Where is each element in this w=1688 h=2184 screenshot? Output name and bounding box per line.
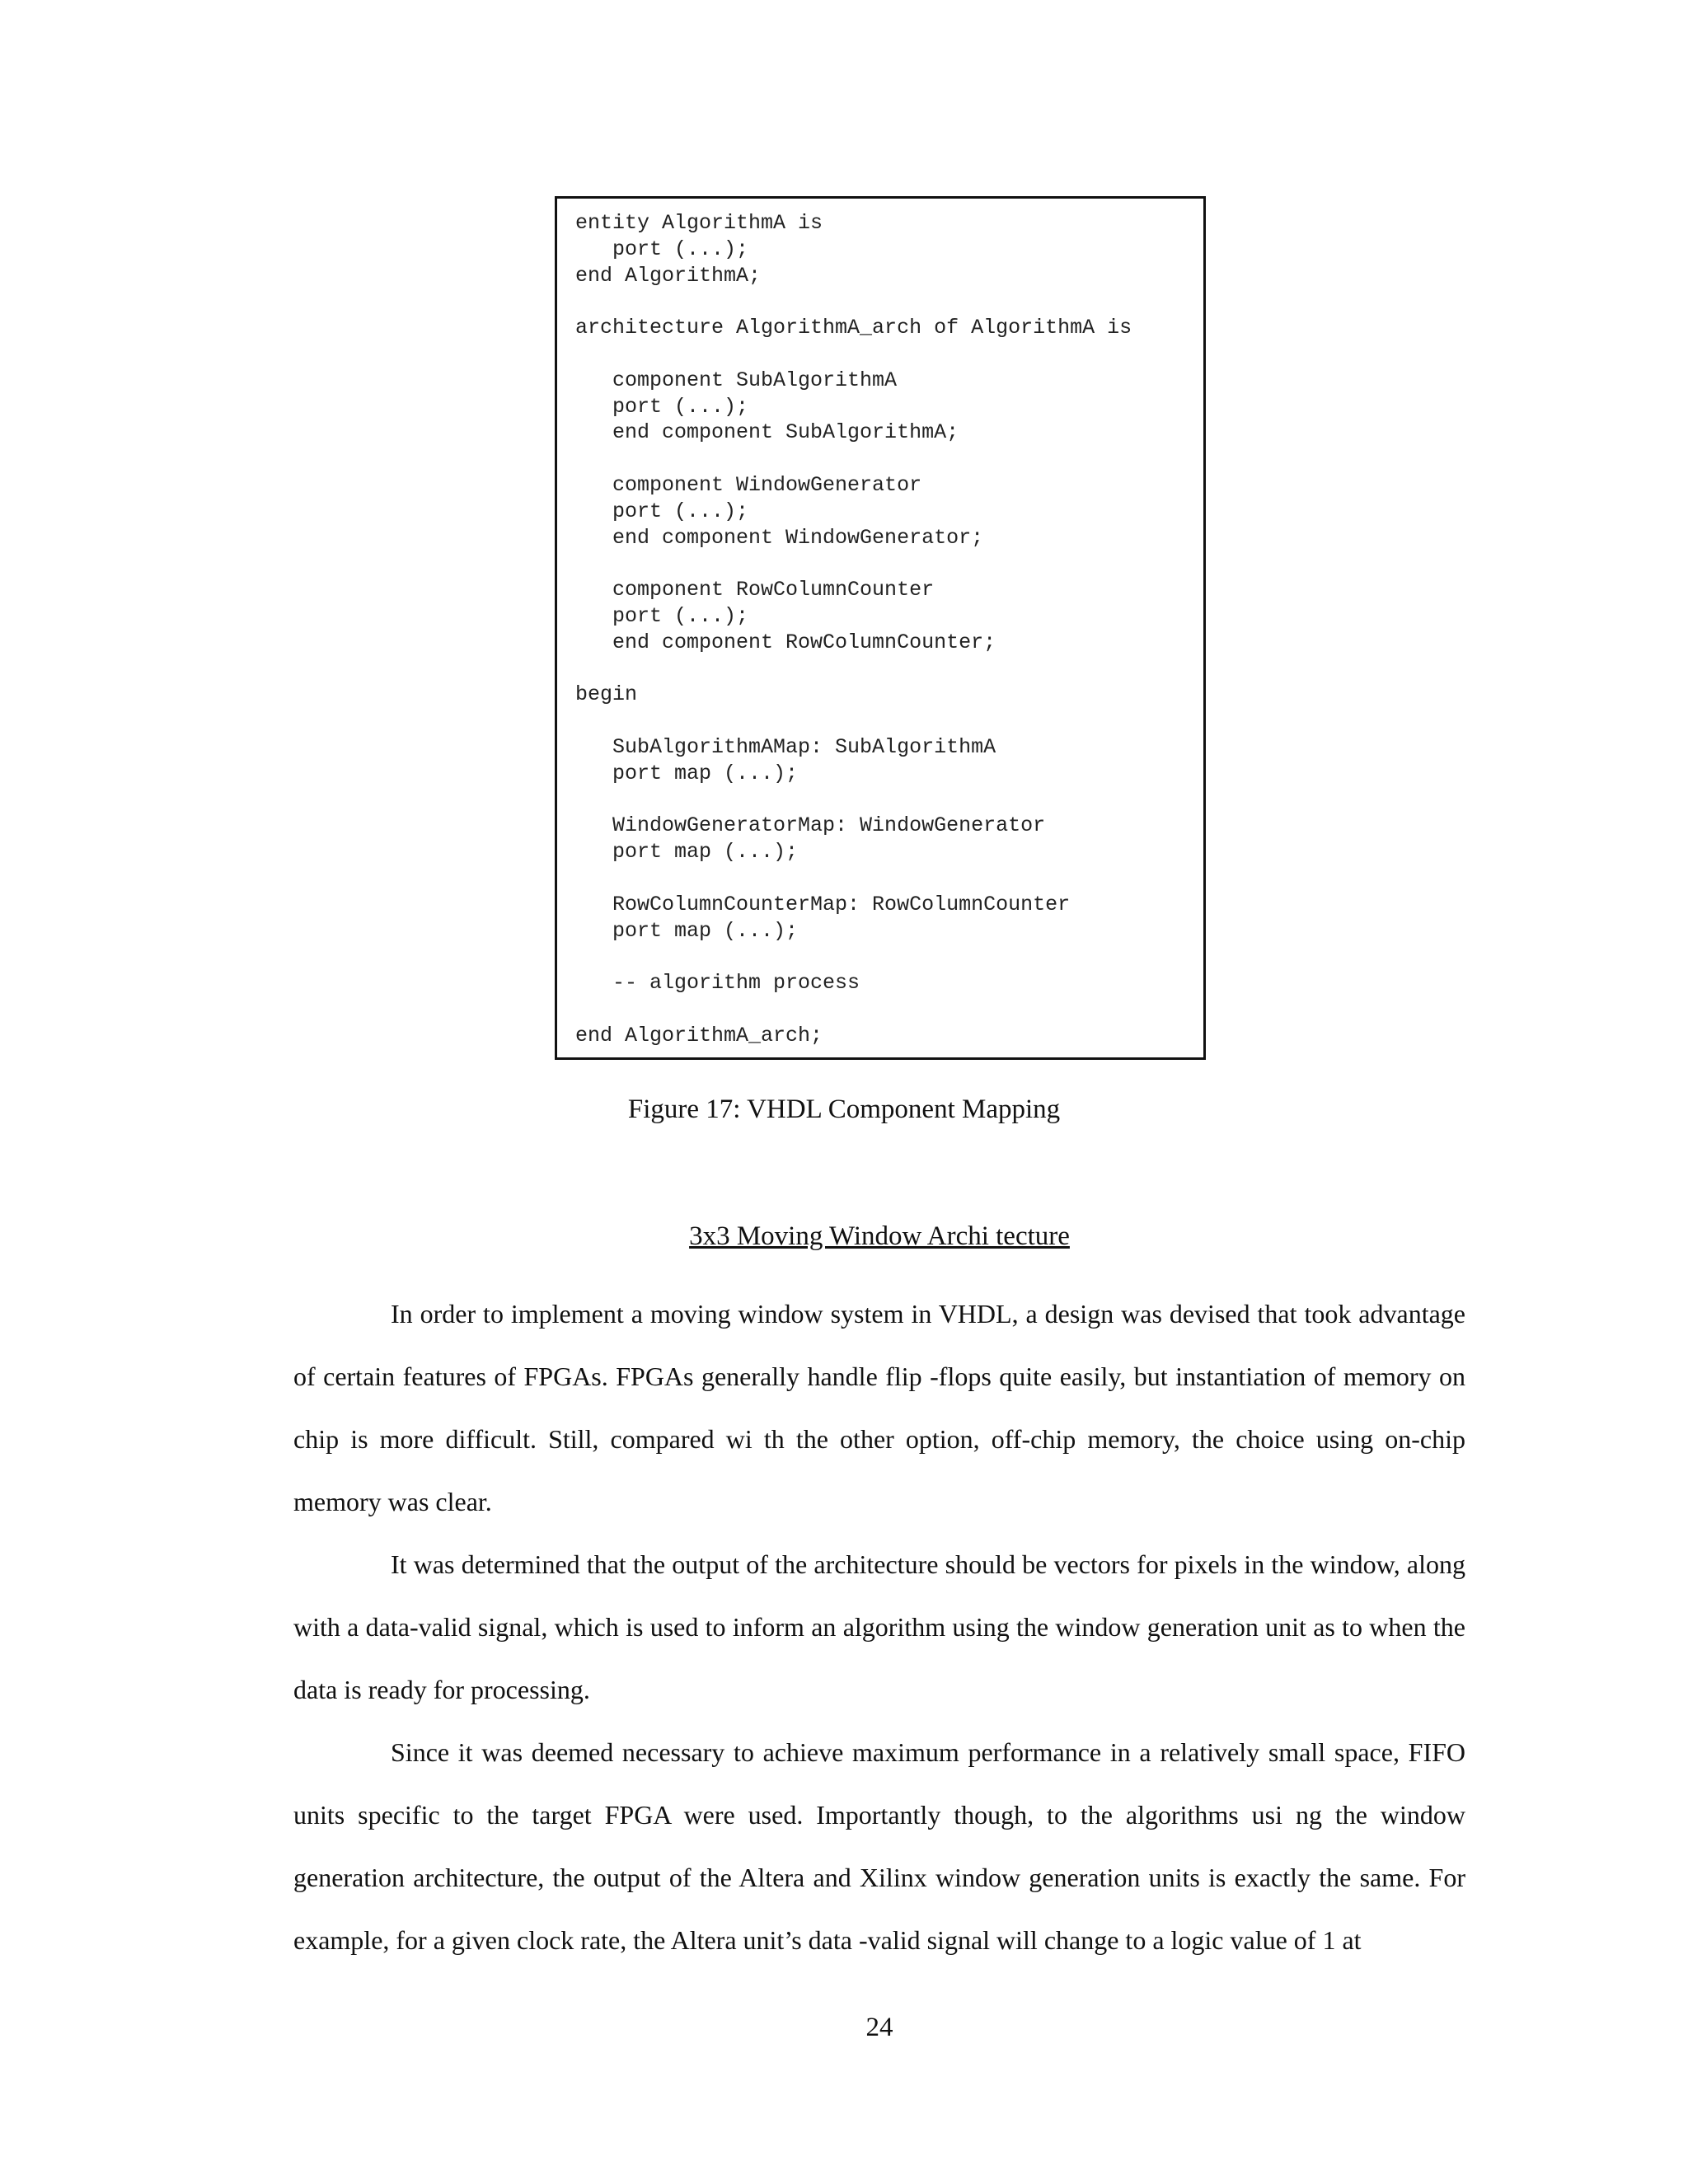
paragraph: Since it was deemed necessary to achieve maximum performance in a relatively small space, FIFO units specific to the target FPGA were used. Importantly though, to the algorithms usi ng the window generation architecture, the output of the Altera and Xilinx window generation units is exactly the same. For example, for a given clock rate, the Altera unit’s data -valid signal will change to a logic value of 1 at <box>293 1737 1465 1955</box>
code-line: end component WindowGenerator; <box>575 525 984 550</box>
code-line: SubAlgorithmAMap: SubAlgorithmA <box>575 734 996 759</box>
code-line: end component RowColumnCounter; <box>575 630 996 654</box>
code-line: -- algorithm process <box>575 971 860 996</box>
section-heading: 3x3 Moving Window Archi tecture <box>689 1221 1070 1251</box>
code-line <box>575 551 1203 577</box>
code-line: port map (...); <box>575 840 799 865</box>
code-figure-box <box>555 196 1206 1060</box>
code-line: component SubAlgorithmA <box>575 368 898 392</box>
code-line <box>575 787 1203 813</box>
code-line: port (...); <box>575 394 749 419</box>
code-line: port map (...); <box>575 918 799 943</box>
code-line: port (...); <box>575 237 749 261</box>
code-line <box>575 708 1203 734</box>
code-line: entity AlgorithmA is <box>575 211 823 235</box>
code-line: component RowColumnCounter <box>575 578 935 602</box>
code-line: component WindowGenerator <box>575 472 922 497</box>
code-line: port (...); <box>575 499 749 523</box>
code-line: end AlgorithmA; <box>575 263 762 288</box>
code-line <box>575 656 1203 682</box>
code-line: port map (...); <box>575 761 799 785</box>
paragraph: It was determined that the output of the architecture should be vectors for pixels in the window, along with a data-valid signal, which is used to inform an algorithm using the window generation unit as to when the data is ready for processing. <box>293 1549 1465 1704</box>
code-line: architecture AlgorithmA_arch of AlgorithmA is <box>575 316 1132 340</box>
figure-caption: Figure 17: VHDL Component Mapping <box>627 1094 1061 1124</box>
code-line <box>575 944 1203 970</box>
code-line: port (...); <box>575 603 749 628</box>
code-line: begin <box>575 682 638 707</box>
code-line <box>575 865 1203 892</box>
code-line <box>575 288 1203 315</box>
body-text <box>293 1282 1465 1971</box>
code-line <box>575 446 1203 472</box>
code-line: end component SubAlgorithmA; <box>575 420 959 445</box>
code-line <box>575 996 1203 1023</box>
page-number: 24 <box>865 2013 893 2042</box>
paragraph: In order to implement a moving window system in VHDL, a design was devised that took advantage of certain features of FPGAs. FPGAs generally handle flip -flops quite easily, but instantiation of memory on chip is more difficult. Still, compared wi th the other option, off-chip memory, the choice using on-chip memory was clear. <box>293 1299 1465 1516</box>
code-line: WindowGeneratorMap: WindowGenerator <box>575 813 1046 838</box>
code-line <box>575 341 1203 368</box>
code-line: RowColumnCounterMap: RowColumnCounter <box>575 892 1071 916</box>
code-line: end AlgorithmA_arch; <box>575 1023 823 1047</box>
